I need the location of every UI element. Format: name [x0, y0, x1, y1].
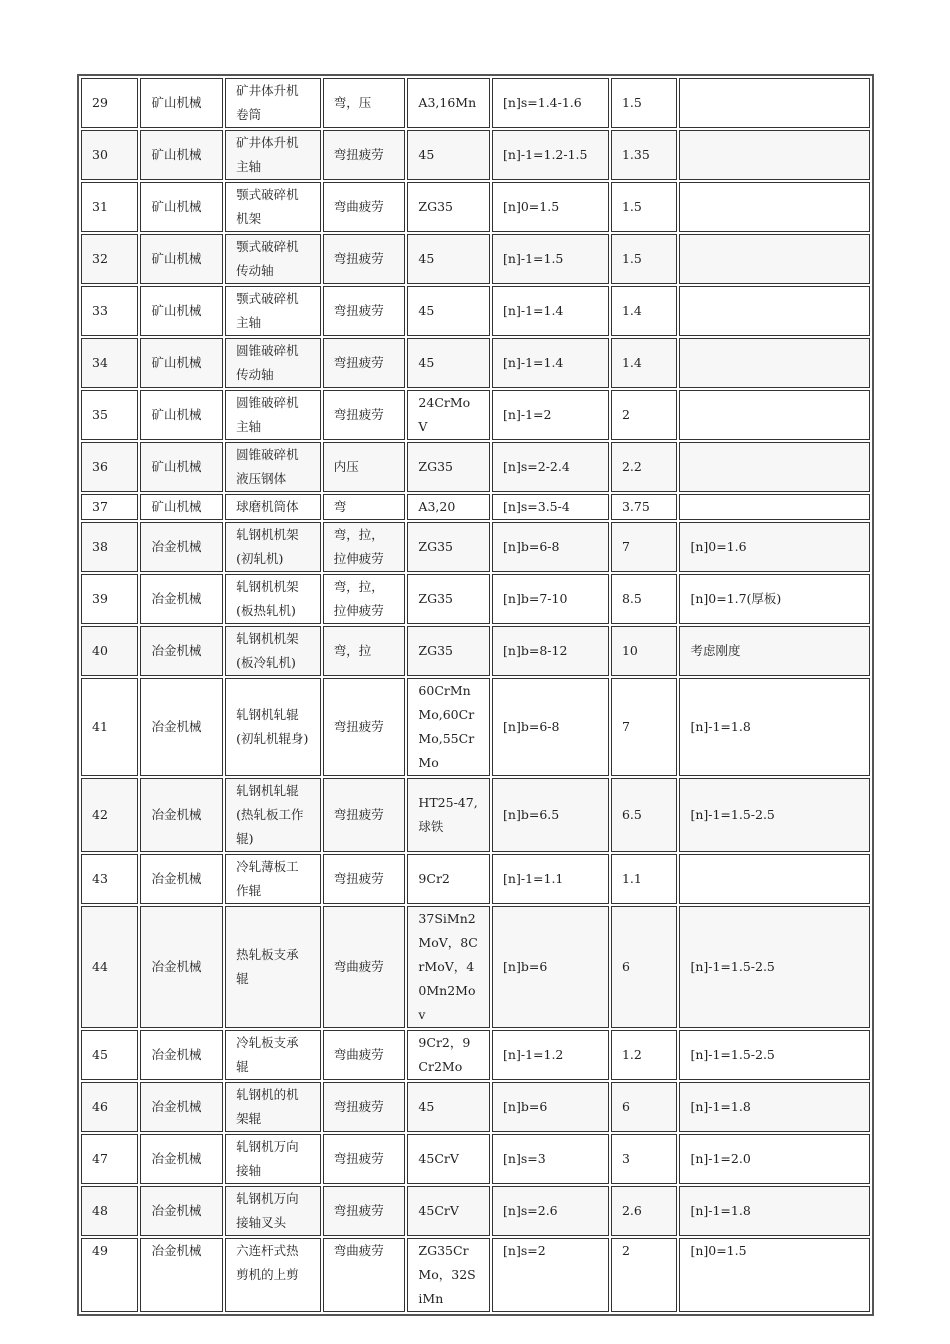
allowable-safety-factor-cell: [n]s=3 [492, 1134, 609, 1184]
part-name-cell: 轧钢机机架(板热轧机) [225, 574, 321, 624]
table-row [81, 1134, 870, 1184]
part-name-cell: 矿井体升机卷筒 [225, 78, 321, 128]
row-number-cell: 32 [81, 234, 138, 284]
machine-type-cell: 冶金机械 [140, 1082, 223, 1132]
load-type-cell: 弯扭疲劳 [323, 1082, 406, 1132]
material-cell: 24CrMoV [407, 390, 490, 440]
material-cell: 37SiMn2MoV，8CrMoV，40Mn2Mov [407, 906, 490, 1028]
row-number-cell: 30 [81, 130, 138, 180]
machine-type-cell: 冶金机械 [140, 574, 223, 624]
table-row [81, 286, 870, 336]
material-cell: ZG35 [407, 626, 490, 676]
table-body [81, 78, 870, 1312]
row-number-cell: 34 [81, 338, 138, 388]
machine-type-cell: 矿山机械 [140, 78, 223, 128]
allowable-safety-factor-cell: [n]s=1.4-1.6 [492, 78, 609, 128]
load-type-cell: 弯，拉 [323, 626, 406, 676]
table-row [81, 626, 870, 676]
allowable-safety-factor-cell: [n]-1=2 [492, 390, 609, 440]
safety-factor-value-cell: 1.2 [611, 1030, 678, 1080]
table-row [81, 678, 870, 776]
remark-cell [679, 78, 870, 128]
load-type-cell: 弯 [323, 494, 406, 520]
part-name-cell: 圆锥破碎机液压钢体 [225, 442, 321, 492]
remark-cell [679, 234, 870, 284]
load-type-cell: 内压 [323, 442, 406, 492]
allowable-safety-factor-cell: [n]-1=1.2-1.5 [492, 130, 609, 180]
row-number-cell: 33 [81, 286, 138, 336]
allowable-safety-factor-cell: [n]b=7-10 [492, 574, 609, 624]
safety-factor-value-cell: 7 [611, 678, 678, 776]
safety-factor-value-cell: 1.4 [611, 338, 678, 388]
load-type-cell: 弯扭疲劳 [323, 338, 406, 388]
material-cell: 45 [407, 286, 490, 336]
remark-cell [679, 854, 870, 904]
material-cell: HT25-47,球铁 [407, 778, 490, 852]
allowable-safety-factor-cell: [n]b=6.5 [492, 778, 609, 852]
material-cell: A3,20 [407, 494, 490, 520]
allowable-safety-factor-cell: [n]b=6-8 [492, 678, 609, 776]
table-row [81, 78, 870, 128]
row-number-cell: 36 [81, 442, 138, 492]
allowable-safety-factor-cell: [n]-1=1.2 [492, 1030, 609, 1080]
load-type-cell: 弯扭疲劳 [323, 286, 406, 336]
table-row [81, 390, 870, 440]
part-name-cell: 冷轧薄板工作辊 [225, 854, 321, 904]
row-number-cell: 45 [81, 1030, 138, 1080]
safety-factor-value-cell: 1.5 [611, 182, 678, 232]
document-sheet [77, 74, 874, 1316]
material-cell: 60CrMnMo,60CrMo,55CrMo [407, 678, 490, 776]
machine-type-cell: 冶金机械 [140, 1030, 223, 1080]
safety-factor-value-cell: 2 [611, 390, 678, 440]
allowable-safety-factor-cell: [n]s=2-2.4 [492, 442, 609, 492]
machine-type-cell: 冶金机械 [140, 854, 223, 904]
material-cell: ZG35CrMo，32SiMn [407, 1238, 490, 1312]
row-number-cell: 44 [81, 906, 138, 1028]
machine-type-cell: 冶金机械 [140, 1134, 223, 1184]
part-name-cell: 圆锥破碎机主轴 [225, 390, 321, 440]
allowable-safety-factor-cell: [n]b=8-12 [492, 626, 609, 676]
part-name-cell: 颚式破碎机机架 [225, 182, 321, 232]
safety-factor-value-cell: 6 [611, 906, 678, 1028]
table-row [81, 1186, 870, 1236]
row-number-cell: 40 [81, 626, 138, 676]
load-type-cell: 弯扭疲劳 [323, 1186, 406, 1236]
material-cell: 45CrV [407, 1134, 490, 1184]
machine-type-cell: 矿山机械 [140, 182, 223, 232]
machine-type-cell: 冶金机械 [140, 1238, 223, 1312]
allowable-safety-factor-cell: [n]b=6 [492, 1082, 609, 1132]
machine-type-cell: 冶金机械 [140, 678, 223, 776]
material-cell: 45 [407, 338, 490, 388]
machine-type-cell: 矿山机械 [140, 494, 223, 520]
allowable-safety-factor-cell: [n]-1=1.5 [492, 234, 609, 284]
allowable-safety-factor-cell: [n]s=3.5-4 [492, 494, 609, 520]
allowable-safety-factor-cell: [n]0=1.5 [492, 182, 609, 232]
part-name-cell: 颚式破碎机主轴 [225, 286, 321, 336]
part-name-cell: 矿井体升机主轴 [225, 130, 321, 180]
material-cell: 45 [407, 130, 490, 180]
part-name-cell: 轧钢机机架(板冷轧机) [225, 626, 321, 676]
remark-cell [679, 390, 870, 440]
material-cell: ZG35 [407, 182, 490, 232]
safety-factor-value-cell: 2 [611, 1238, 678, 1312]
safety-factor-value-cell: 3 [611, 1134, 678, 1184]
machine-type-cell: 矿山机械 [140, 390, 223, 440]
safety-factor-value-cell: 1.5 [611, 234, 678, 284]
table-row [81, 182, 870, 232]
safety-factor-table [77, 74, 874, 1316]
load-type-cell: 弯曲疲劳 [323, 906, 406, 1028]
part-name-cell: 轧钢机万向接轴叉头 [225, 1186, 321, 1236]
load-type-cell: 弯扭疲劳 [323, 130, 406, 180]
load-type-cell: 弯，拉，拉伸疲劳 [323, 574, 406, 624]
material-cell: 45 [407, 234, 490, 284]
material-cell: 9Cr2 [407, 854, 490, 904]
row-number-cell: 42 [81, 778, 138, 852]
table-row [81, 1238, 870, 1312]
machine-type-cell: 冶金机械 [140, 626, 223, 676]
remark-cell: [n]-1=1.5-2.5 [679, 1030, 870, 1080]
safety-factor-value-cell: 1.1 [611, 854, 678, 904]
remark-cell: [n]-1=1.8 [679, 1082, 870, 1132]
allowable-safety-factor-cell: [n]b=6 [492, 906, 609, 1028]
machine-type-cell: 冶金机械 [140, 778, 223, 852]
safety-factor-value-cell: 8.5 [611, 574, 678, 624]
part-name-cell: 轧钢机机架(初轧机) [225, 522, 321, 572]
safety-factor-value-cell: 1.5 [611, 78, 678, 128]
table-row [81, 522, 870, 572]
machine-type-cell: 矿山机械 [140, 234, 223, 284]
row-number-cell: 31 [81, 182, 138, 232]
table-row [81, 778, 870, 852]
remark-cell: 考虑刚度 [679, 626, 870, 676]
remark-cell [679, 442, 870, 492]
remark-cell: [n]-1=1.5-2.5 [679, 906, 870, 1028]
safety-factor-value-cell: 1.4 [611, 286, 678, 336]
machine-type-cell: 矿山机械 [140, 130, 223, 180]
part-name-cell: 冷轧板支承辊 [225, 1030, 321, 1080]
remark-cell [679, 130, 870, 180]
table-row [81, 494, 870, 520]
allowable-safety-factor-cell: [n]s=2.6 [492, 1186, 609, 1236]
row-number-cell: 35 [81, 390, 138, 440]
machine-type-cell: 冶金机械 [140, 1186, 223, 1236]
table-row [81, 1030, 870, 1080]
part-name-cell: 六连杆式热剪机的上剪 [225, 1238, 321, 1312]
remark-cell: [n]0=1.6 [679, 522, 870, 572]
remark-cell [679, 182, 870, 232]
machine-type-cell: 矿山机械 [140, 338, 223, 388]
part-name-cell: 轧钢机的机架辊 [225, 1082, 321, 1132]
row-number-cell: 41 [81, 678, 138, 776]
material-cell: A3,16Mn [407, 78, 490, 128]
load-type-cell: 弯扭疲劳 [323, 234, 406, 284]
load-type-cell: 弯曲疲劳 [323, 1238, 406, 1312]
row-number-cell: 29 [81, 78, 138, 128]
row-number-cell: 49 [81, 1238, 138, 1312]
machine-type-cell: 矿山机械 [140, 442, 223, 492]
table-row [81, 906, 870, 1028]
remark-cell [679, 286, 870, 336]
row-number-cell: 38 [81, 522, 138, 572]
load-type-cell: 弯曲疲劳 [323, 1030, 406, 1080]
table-row [81, 442, 870, 492]
table-row [81, 574, 870, 624]
load-type-cell: 弯扭疲劳 [323, 854, 406, 904]
remark-cell: [n]-1=2.0 [679, 1134, 870, 1184]
table-row [81, 1082, 870, 1132]
safety-factor-value-cell: 7 [611, 522, 678, 572]
part-name-cell: 热轧板支承辊 [225, 906, 321, 1028]
machine-type-cell: 矿山机械 [140, 286, 223, 336]
safety-factor-value-cell: 3.75 [611, 494, 678, 520]
material-cell: 9Cr2，9Cr2Mo [407, 1030, 490, 1080]
machine-type-cell: 冶金机械 [140, 522, 223, 572]
remark-cell: [n]-1=1.8 [679, 678, 870, 776]
row-number-cell: 47 [81, 1134, 138, 1184]
load-type-cell: 弯扭疲劳 [323, 678, 406, 776]
row-number-cell: 43 [81, 854, 138, 904]
table-row [81, 130, 870, 180]
material-cell: 45CrV [407, 1186, 490, 1236]
row-number-cell: 39 [81, 574, 138, 624]
part-name-cell: 轧钢机万向接轴 [225, 1134, 321, 1184]
table-row [81, 338, 870, 388]
part-name-cell: 圆锥破碎机传动轴 [225, 338, 321, 388]
allowable-safety-factor-cell: [n]-1=1.4 [492, 338, 609, 388]
material-cell: 45 [407, 1082, 490, 1132]
allowable-safety-factor-cell: [n]-1=1.1 [492, 854, 609, 904]
allowable-safety-factor-cell: [n]b=6-8 [492, 522, 609, 572]
safety-factor-value-cell: 6 [611, 1082, 678, 1132]
part-name-cell: 轧钢机轧辊(热轧板工作辊) [225, 778, 321, 852]
load-type-cell: 弯曲疲劳 [323, 182, 406, 232]
table-row [81, 854, 870, 904]
allowable-safety-factor-cell: [n]s=2 [492, 1238, 609, 1312]
row-number-cell: 37 [81, 494, 138, 520]
part-name-cell: 球磨机筒体 [225, 494, 321, 520]
remark-cell: [n]-1=1.8 [679, 1186, 870, 1236]
table-row [81, 234, 870, 284]
remark-cell [679, 494, 870, 520]
remark-cell: [n]0=1.5 [679, 1238, 870, 1312]
allowable-safety-factor-cell: [n]-1=1.4 [492, 286, 609, 336]
load-type-cell: 弯扭疲劳 [323, 390, 406, 440]
load-type-cell: 弯扭疲劳 [323, 1134, 406, 1184]
load-type-cell: 弯，压 [323, 78, 406, 128]
safety-factor-value-cell: 2.2 [611, 442, 678, 492]
remark-cell: [n]-1=1.5-2.5 [679, 778, 870, 852]
load-type-cell: 弯扭疲劳 [323, 778, 406, 852]
safety-factor-value-cell: 2.6 [611, 1186, 678, 1236]
remark-cell: [n]0=1.7(厚板) [679, 574, 870, 624]
material-cell: ZG35 [407, 522, 490, 572]
row-number-cell: 46 [81, 1082, 138, 1132]
material-cell: ZG35 [407, 574, 490, 624]
safety-factor-value-cell: 10 [611, 626, 678, 676]
machine-type-cell: 冶金机械 [140, 906, 223, 1028]
load-type-cell: 弯，拉，拉伸疲劳 [323, 522, 406, 572]
safety-factor-value-cell: 6.5 [611, 778, 678, 852]
safety-factor-value-cell: 1.35 [611, 130, 678, 180]
part-name-cell: 轧钢机轧辊(初轧机辊身) [225, 678, 321, 776]
material-cell: ZG35 [407, 442, 490, 492]
remark-cell [679, 338, 870, 388]
part-name-cell: 颚式破碎机传动轴 [225, 234, 321, 284]
row-number-cell: 48 [81, 1186, 138, 1236]
